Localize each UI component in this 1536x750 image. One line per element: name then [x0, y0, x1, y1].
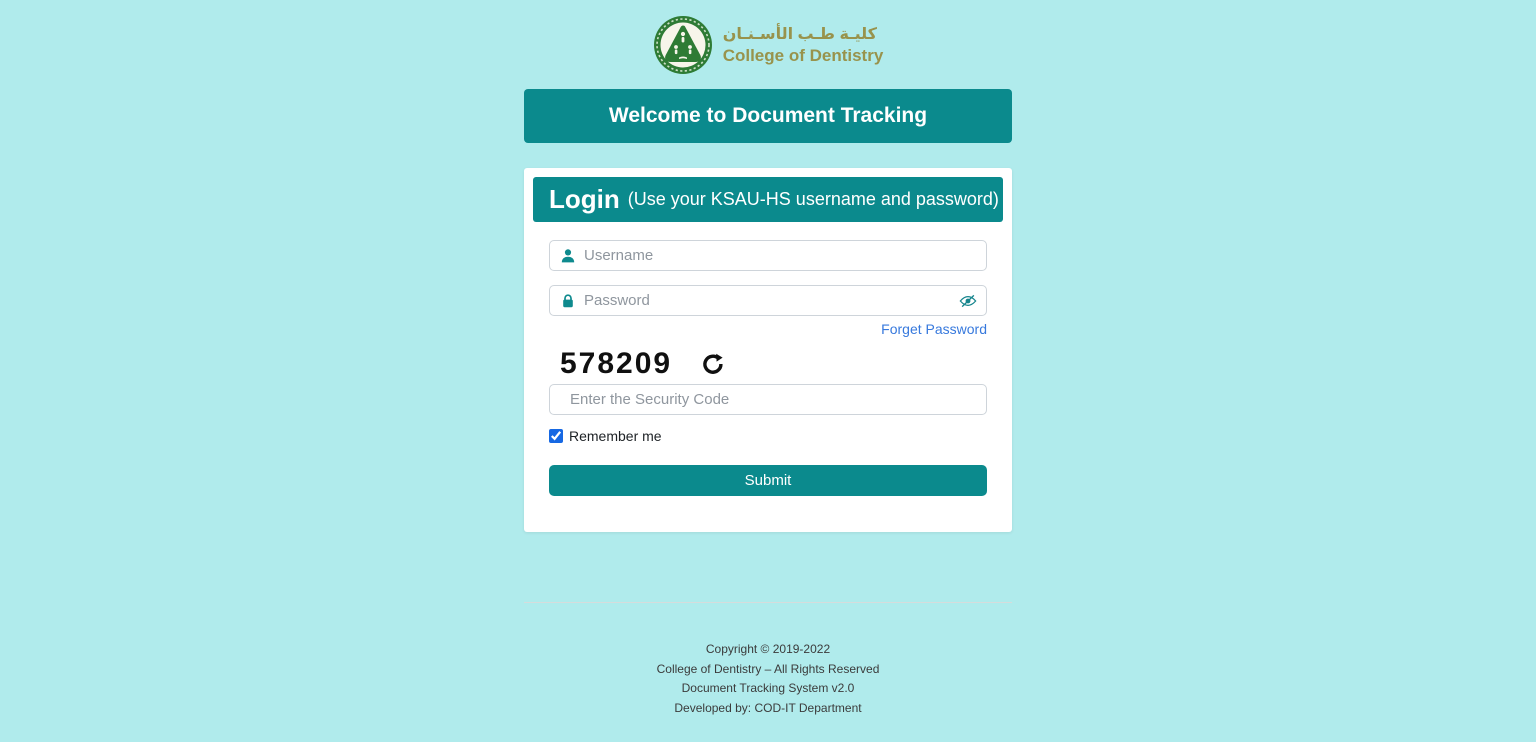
security-code-input[interactable]	[549, 384, 987, 415]
password-input[interactable]	[549, 285, 987, 316]
login-title: Login	[549, 184, 620, 214]
remember-me-checkbox[interactable]	[549, 429, 563, 443]
logo	[524, 0, 1012, 77]
remember-me-row	[549, 428, 987, 444]
logo-english-title: College of Dentistry	[722, 45, 884, 65]
login-subtitle: (Use your KSAU-HS username and password)	[627, 189, 999, 209]
user-icon	[561, 249, 575, 263]
college-emblem-icon	[653, 15, 713, 75]
captcha-row	[549, 346, 987, 382]
footer-version: Document Tracking System v2.0	[681, 681, 855, 695]
login-form	[533, 240, 1003, 496]
remember-me-label[interactable]: Remember me	[569, 428, 662, 444]
password-field-wrapper	[549, 285, 987, 316]
footer-rights: College of Dentistry – All Rights Reserved	[656, 661, 880, 676]
submit-button[interactable]: Submit	[549, 465, 987, 496]
security-code-field-wrapper	[549, 384, 987, 415]
footer	[524, 640, 1012, 718]
login-card-header	[533, 177, 1003, 222]
forget-password-row	[549, 321, 987, 338]
eye-slash-icon	[959, 294, 977, 308]
lock-icon	[561, 294, 575, 308]
logo-arabic-title: كليـة طـب الأسـنـان	[722, 25, 877, 43]
toggle-password-visibility-button[interactable]	[959, 294, 977, 308]
username-input[interactable]	[549, 240, 987, 271]
footer-divider	[524, 602, 1012, 603]
forget-password-link[interactable]: Forget Password	[881, 321, 987, 337]
refresh-icon	[702, 353, 724, 375]
footer-copyright: Copyright © 2019-2022	[705, 642, 831, 656]
footer-developer: Developed by: COD-IT Department	[674, 700, 862, 715]
captcha-code: 578209	[560, 347, 673, 380]
username-field-wrapper	[549, 240, 987, 271]
login-card	[524, 168, 1012, 532]
welcome-banner-title: Welcome to Document Tracking	[608, 104, 928, 127]
welcome-banner	[524, 89, 1012, 143]
refresh-captcha-button[interactable]	[702, 353, 724, 375]
